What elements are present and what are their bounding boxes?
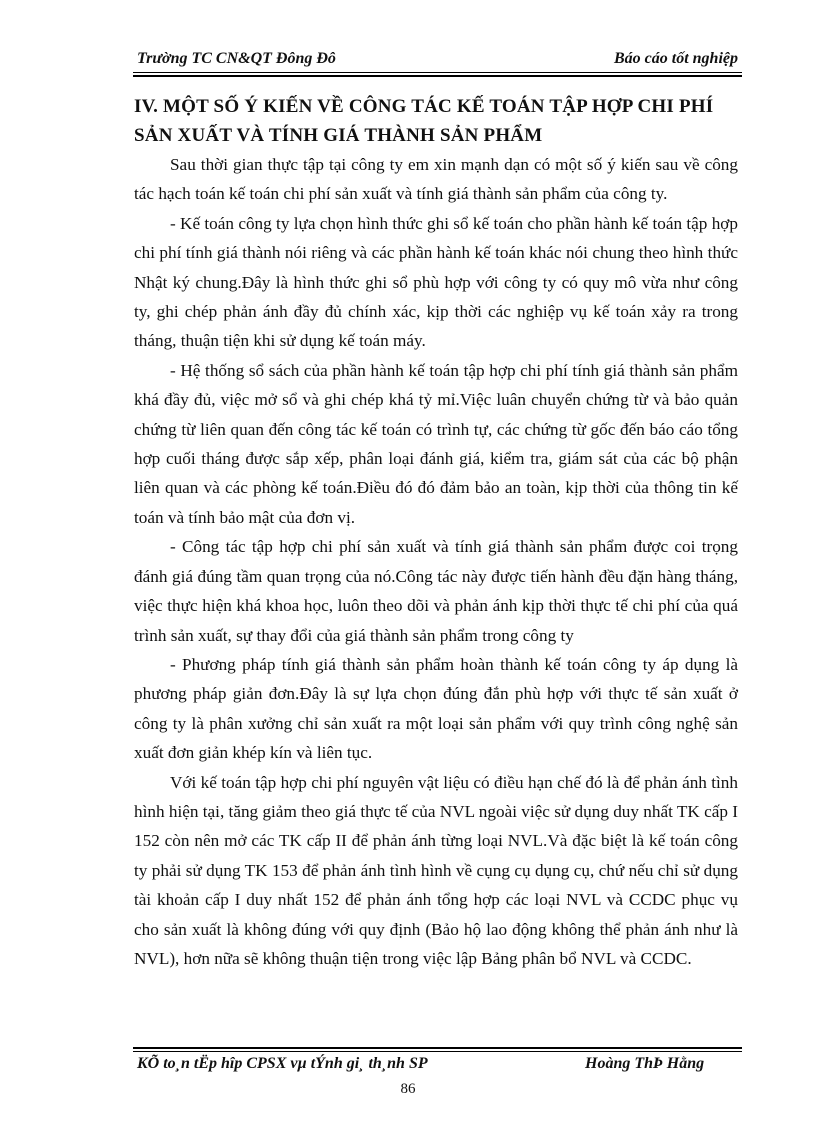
page-number: 86 bbox=[400, 1081, 416, 1097]
header-rule-thin bbox=[133, 72, 742, 73]
paragraph: - Phương pháp tính giá thành sản phẩm hoàn thành kế toán công ty áp dụng là phương pháp giản đơn.Đây là sự lựa chọn đúng đắn phù hợp với thực tế sản xuất ở công ty là phân xưởng chỉ sản xuất ra một loại sản phẩm với quy trình công nghệ sản xuất đơn giản khép kín và liên tục. bbox=[134, 654, 738, 763]
page-header bbox=[133, 48, 742, 70]
section-title-line-1: IV. MỘT SỐ Ý KIẾN VỀ CÔNG TÁC KẾ TOÁN TẬP HỢP CHI PHÍ bbox=[134, 96, 714, 117]
header-report-title: Báo cáo tốt nghiệp bbox=[613, 50, 738, 67]
paragraph: - Công tác tập hợp chi phí sản xuất và tính giá thành sản phẩm được coi trọng đánh giá đúng tầm quan trọng của nó.Công tác này được tiến hành đều đặn hàng tháng, việc thực hiện khá khoa học, luôn theo dõi và phản ánh kịp thời thực tế chi phí của quá trình sản xuất, sự thay đổi của giá thành sản phẩm trong công ty bbox=[134, 537, 738, 645]
footer-rule-thin bbox=[133, 1051, 742, 1052]
section-title bbox=[134, 92, 738, 150]
footer-rule-thick bbox=[133, 1047, 742, 1049]
page-footer bbox=[133, 1055, 742, 1077]
header-rule-thick bbox=[133, 75, 742, 77]
footer-topic: KÕ to¸n tËp hîp CPSX vµ tÝnh gi¸ th¸nh SP bbox=[137, 1055, 428, 1072]
page-body bbox=[134, 92, 738, 973]
header-school: Trường TC CN&QT Đông Đô bbox=[137, 50, 336, 67]
paragraph: - Kế toán công ty lựa chọn hình thức ghi sổ kế toán cho phần hành kế toán tập hợp chi phí tính giá thành nói riêng và các phần hành kế toán khác nói chung theo hình thức Nhật ký chung.Đây là hình thức ghi sổ phù hợp với công ty có quy mô vừa như công ty, ghi chép phản ánh đầy đủ chính xác, kịp thời các nghiệp vụ kế toán xảy ra trong tháng, thuận tiện khi sử dụng kế toán máy. bbox=[134, 213, 738, 351]
paragraph: Sau thời gian thực tập tại công ty em xin mạnh dạn có một số ý kiến sau về công tác hạch toán kế toán chi phí sản xuất và tính giá thành sản phẩm của công ty. bbox=[134, 155, 738, 204]
paragraph: Với kế toán tập hợp chi phí nguyên vật liệu có điều hạn chế đó là để phản ánh tình hình hiện tại, tăng giảm theo giá thực tế của NVL ngoài việc sử dụng duy nhất TK cấp I 152 còn nên mở các TK cấp II để phản ánh từng loại NVL.Và đặc biệt là kế toán công ty phải sử dụng TK 153 để phản ánh tình hình về cụng cụ dụng cụ, chứ nếu chỉ sử dụng tài khoản cấp I duy nhất 152 để phản ánh tổng hợp các loại NVL và CCDC phục vụ cho sản xuất là không đúng với quy định (Bảo hộ lao động không thể phản ánh như là NVL), hơn nữa sẽ không thuận tiện trong việc lập Bảng phân bổ NVL và CCDC. bbox=[134, 772, 738, 968]
footer-author: Hoàng ThÞ Hằng bbox=[585, 1055, 705, 1072]
section-title-line-2: SẢN XUẤT VÀ TÍNH GIÁ THÀNH SẢN PHẨM bbox=[134, 125, 543, 146]
paragraph: - Hệ thống sổ sách của phần hành kế toán tập hợp chi phí tính giá thành sản phẩm khá đầy đủ, việc mở sổ và ghi chép khá tỷ mỉ.Việc luân chuyển chứng từ và bảo quản chứng từ liên quan đến công tác kế toán có trình tự, các chứng từ gốc đến báo cáo tổng hợp cuối tháng được sắp xếp, phân loại đánh giá, kiểm tra, giám sát của các bộ phận liên quan và các phòng kế toán.Điều đó đó đảm bảo an toàn, kịp thời của thông tin kế toán và tính bảo mật của đơn vị. bbox=[134, 360, 738, 527]
